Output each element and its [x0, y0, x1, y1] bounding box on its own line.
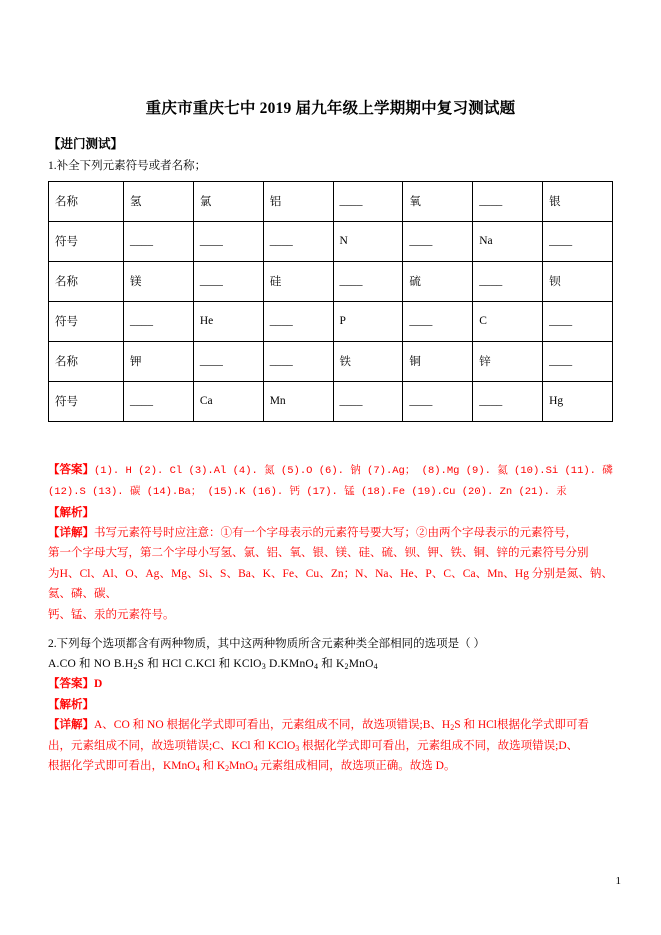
table-cell: N — [333, 221, 403, 261]
elements-table-body — [49, 181, 613, 421]
table-cell: ____ — [263, 341, 333, 381]
table-cell: ____ — [124, 301, 194, 341]
table-cell: ____ — [193, 341, 263, 381]
answer-2-line — [48, 674, 613, 694]
table-cell: ____ — [473, 261, 543, 301]
table-cell: ____ — [403, 301, 473, 341]
table-cell: C — [473, 301, 543, 341]
answer-2-block — [48, 674, 613, 776]
row-label: 符号 — [49, 381, 124, 421]
detail-label: 【详解】 — [48, 526, 94, 539]
section-heading: 【进门测试】 — [48, 137, 124, 151]
answer-label: 【答案】 — [48, 463, 94, 476]
table-row — [49, 221, 613, 261]
detail-text: A、CO 和 NO 根据化学式即可看出，元素组成不同，故选项错误;B、$H_2S$ 和 HCl根据化学式即可看 — [94, 719, 590, 733]
table-cell: He — [193, 301, 263, 341]
table-cell: ____ — [403, 381, 473, 421]
table-cell: 锌 — [473, 341, 543, 381]
analysis-1-label-line — [48, 503, 613, 523]
analysis-1-detail-line-4: 钙、锰、汞的元素符号。 — [48, 608, 175, 621]
table-cell: Na — [473, 221, 543, 261]
table-cell: ____ — [263, 221, 333, 261]
table-cell: ____ — [124, 221, 194, 261]
answer-1-line — [48, 460, 613, 503]
table-cell: 镁 — [124, 261, 194, 301]
table-cell: Hg — [543, 381, 613, 421]
table-cell: 氯 — [193, 181, 263, 221]
row-label: 符号 — [49, 301, 124, 341]
analysis-1-detail-line-2: 第一个字母大写，第二个字母小写氢、氯、铝、氧、银、镁、硅、硫、钡、钾、铁、铜、锌的元素符号分别 — [48, 547, 589, 560]
question-2-block — [48, 635, 613, 674]
elements-table — [48, 181, 613, 422]
answer-1-block — [48, 460, 613, 626]
table-cell: 铜 — [403, 341, 473, 381]
table-cell: ____ — [543, 301, 613, 341]
table-cell: 钡 — [543, 261, 613, 301]
row-label: 符号 — [49, 221, 124, 261]
table-cell: 氧 — [403, 181, 473, 221]
analysis-1-detail-line-1 — [48, 523, 613, 543]
question-2-stem: 2.下列每个选项都含有两种物质，其中这两种物质所含元素种类全部相同的选项是（ ） — [48, 638, 485, 651]
analysis-1-detail-line-3: 为H、Cl、Al、O、Ag、Mg、Si、S、Ba、K、Fe、Cu、Zn；N、Na、He、P、C、Ca、Mn、Hg 分别是氮、钠、氦、磷、碳、 — [48, 567, 613, 601]
table-cell: 铝 — [263, 181, 333, 221]
page-title: 重庆市重庆七中 2019 届九年级上学期期中复习测试题 — [145, 100, 516, 117]
table-cell: ____ — [473, 381, 543, 421]
question-1-stem: 1.补全下列元素符号或者名称； — [48, 160, 207, 172]
table-cell: Mn — [263, 381, 333, 421]
table-cell: ____ — [543, 221, 613, 261]
table-cell: 铁 — [333, 341, 403, 381]
table-cell: ____ — [124, 381, 194, 421]
table-cell: 钾 — [124, 341, 194, 381]
answer-1-items: (1). H (2). Cl (3).Al (4). 氮 (5).O (6). 钠 (7).Ag； (8).Mg (9). 氦 (10).Si (11). 磷 (12).S (13). 碳 (14).Ba； (15).K (16). 钙 (17). 锰 (18).Fe (19).Cu (20). Zn (21). 汞 — [48, 464, 613, 499]
table-cell: 银 — [543, 181, 613, 221]
answer-2-value: D — [94, 678, 103, 691]
row-label: 名称 — [49, 261, 124, 301]
detail-text: 书写元素符号时应注意：①有一个字母表示的元素符号要大写；②由两个字母表示的元素符号， — [94, 526, 577, 539]
question-2-options: A.CO 和 NO $B.H_2S$ 和 HCl C.KCl 和 KClO$_3$ D.KMnO$_4$ 和 $K_2MnO_4$ — [48, 657, 378, 672]
analysis-2-label-line — [48, 695, 613, 715]
table-cell: ____ — [473, 181, 543, 221]
table-cell: ____ — [333, 381, 403, 421]
table-cell: ____ — [193, 221, 263, 261]
table-cell: ____ — [193, 261, 263, 301]
row-label: 名称 — [49, 341, 124, 381]
analysis-2-detail-line-1 — [48, 715, 613, 735]
table-cell: Ca — [193, 381, 263, 421]
table-row — [49, 381, 613, 421]
table-row — [49, 341, 613, 381]
table-row — [49, 261, 613, 301]
table-cell: ____ — [333, 261, 403, 301]
detail-label: 【详解】 — [48, 719, 94, 732]
table-cell: ____ — [333, 181, 403, 221]
analysis-2-detail-line-3: 根据化学式即可看出，KMnO$_4$ 和 $K_2MnO_4$ 元素组成相同，故选项正确。故选 D。 — [48, 760, 456, 774]
table-cell: ____ — [403, 221, 473, 261]
row-label: 名称 — [49, 181, 124, 221]
answer-label: 【答案】 — [48, 678, 94, 691]
page-number: 1 — [615, 875, 621, 887]
table-row — [49, 301, 613, 341]
table-cell: 氢 — [124, 181, 194, 221]
table-cell: ____ — [543, 341, 613, 381]
analysis-label: 【解析】 — [48, 698, 94, 711]
table-cell: P — [333, 301, 403, 341]
analysis-2-detail-line-2: 出，元素组成不同，故选项错误;C、KCl 和 KClO$_3$ 根据化学式即可看出，元素组成不同，故选项错误;D、 — [48, 739, 579, 754]
analysis-label: 【解析】 — [48, 506, 94, 519]
table-cell: 硫 — [403, 261, 473, 301]
table-cell: 硅 — [263, 261, 333, 301]
table-row — [49, 181, 613, 221]
table-cell: ____ — [263, 301, 333, 341]
